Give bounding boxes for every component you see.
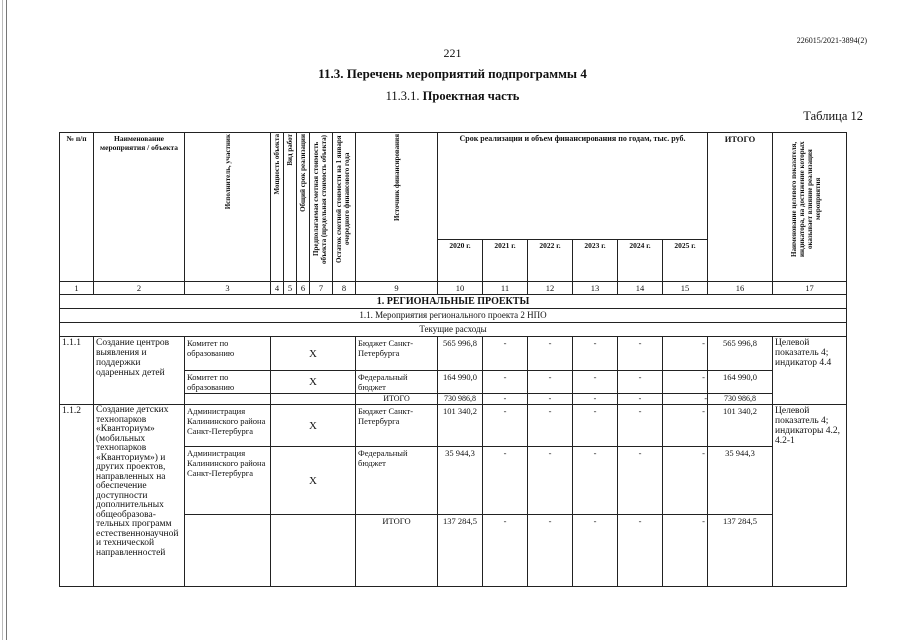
cell-total: 565 996,8 (708, 337, 773, 371)
col-number: 5 (284, 282, 297, 295)
header-year-2023: 2023 г. (573, 240, 618, 282)
column-numbers-row (60, 282, 847, 295)
row-source: Федеральный бюджет (356, 371, 438, 394)
cell-2022: - (528, 447, 573, 515)
row-source: Бюджет Санкт-Петербурга (356, 405, 438, 447)
cell-2020: 101 340,2 (438, 405, 483, 447)
row-number: 1.1.1 (60, 337, 94, 405)
page-subtitle (0, 89, 905, 104)
header-indicator: Наименование целевого показателя, индикатора, на достижение которых оказывает влияние реализация мероприятия (773, 133, 847, 282)
header-est-cost: Предполагаемая сметная стоимость объекта (предельная стоимость объекта) (310, 133, 333, 282)
header-year-2024: 2024 г. (618, 240, 663, 282)
col-number: 6 (297, 282, 310, 295)
header-years-title: Срок реализации и объем финансирования по годам, тыс. руб. (438, 133, 708, 240)
cell-2020: 35 944,3 (438, 447, 483, 515)
cell-2023: - (573, 337, 618, 371)
table-row (60, 337, 847, 371)
header-num: № п/п (60, 133, 94, 282)
header-year-2022: 2022 г. (528, 240, 573, 282)
header-year-2021: 2021 г. (483, 240, 528, 282)
cell-2025: - (663, 394, 708, 405)
col-number: 14 (618, 282, 663, 295)
table-label: Таблица 12 (803, 109, 863, 123)
subsection-title: 1.1. Мероприятия регионального проекта 2 НПО (60, 309, 847, 323)
cell-2025: - (663, 371, 708, 394)
cell-2021: - (483, 447, 528, 515)
cell-total: 730 986,8 (708, 394, 773, 405)
col-number: 1 (60, 282, 94, 295)
header-remaining: Остаток сметной стоимости на 1 января очередного финансового года (333, 133, 356, 282)
page-title: 11.3. Перечень мероприятий подпрограммы 4 (318, 66, 587, 81)
header-total: ИТОГО (708, 133, 773, 282)
header-executor: Исполнитель, участник (185, 133, 271, 282)
cell-2021: - (483, 515, 528, 587)
header-period: Общий срок реализации (297, 133, 310, 282)
section-title: 1. РЕГИОНАЛЬНЫЕ ПРОЕКТЫ (60, 295, 847, 309)
cell-2022: - (528, 405, 573, 447)
col-number: 17 (773, 282, 847, 295)
cell-2021: - (483, 394, 528, 405)
header-work-type: Вид работ (284, 133, 297, 282)
subtitle-prefix: 11.3.1. (385, 89, 420, 103)
cell-2022: - (528, 515, 573, 587)
row-source: Бюджет Санкт-Петербурга (356, 337, 438, 371)
col-number: 9 (356, 282, 438, 295)
row-x-mark: Х (271, 337, 356, 371)
cell-2023: - (573, 371, 618, 394)
cell-2022: - (528, 371, 573, 394)
cell-2024: - (618, 371, 663, 394)
cell-total: 164 990,0 (708, 371, 773, 394)
row-executor: Комитет по образованию (185, 337, 271, 371)
header-source: Источник финансирования (356, 133, 438, 282)
cell-2024: - (618, 515, 663, 587)
cell-2020: 565 996,8 (438, 337, 483, 371)
header-year-2020: 2020 г. (438, 240, 483, 282)
row-indicator: Целевой показатель 4; индикаторы 4.2, 4.2-1 (773, 405, 847, 587)
cell-total: 35 944,3 (708, 447, 773, 515)
col-number: 8 (333, 282, 356, 295)
col-number: 4 (271, 282, 284, 295)
col-number: 2 (94, 282, 185, 295)
row-total-label: ИТОГО (356, 515, 438, 587)
document-number: 226015/2021-3894(2) (796, 36, 867, 45)
row-number: 1.1.2 (60, 405, 94, 587)
col-number: 10 (438, 282, 483, 295)
col-number: 7 (310, 282, 333, 295)
row-x-mark: Х (271, 447, 356, 515)
cell-2024: - (618, 337, 663, 371)
row-source: Федеральный бюджет (356, 447, 438, 515)
subtitle-bold: Проектная часть (422, 89, 520, 103)
cell-2022: - (528, 394, 573, 405)
cell-2021: - (483, 371, 528, 394)
header-year-2025: 2025 г. (663, 240, 708, 282)
cell-2022: - (528, 337, 573, 371)
cell-2023: - (573, 394, 618, 405)
row-indicator: Целевой показатель 4; индикатор 4.4 (773, 337, 847, 405)
cell-2023: - (573, 515, 618, 587)
cell-2025: - (663, 405, 708, 447)
cell-2023: - (573, 447, 618, 515)
row-name: Создание центров выявления и поддержки одаренных детей (94, 337, 185, 405)
cell-2020: 137 284,5 (438, 515, 483, 587)
row-x-mark: Х (271, 371, 356, 394)
page-number: 221 (443, 46, 462, 60)
cell-2025: - (663, 337, 708, 371)
row-x-mark: Х (271, 405, 356, 447)
cell-2023: - (573, 405, 618, 447)
header-capacity: Мощность объекта (271, 133, 284, 282)
row-name: Создание детских технопарков «Кванториум» (мобильных технопарков «Кванториум») и других проектов, направленных на обеспечение доступности дополнительных общеобразова-тельных программ естественнонаучной и технической направленностей (94, 405, 185, 587)
col-number: 13 (573, 282, 618, 295)
measures-table (59, 132, 847, 587)
cell-2025: - (663, 447, 708, 515)
col-number: 11 (483, 282, 528, 295)
cell-total: 101 340,2 (708, 405, 773, 447)
cell-2021: - (483, 405, 528, 447)
row-executor: Комитет по образованию (185, 371, 271, 394)
header-name: Наименование мероприятия / объекта (94, 133, 185, 282)
cell-2021: - (483, 337, 528, 371)
col-number: 3 (185, 282, 271, 295)
cell-2024: - (618, 405, 663, 447)
row-executor: Администрация Калининского района Санкт-Петербурга (185, 447, 271, 515)
row-total-label: ИТОГО (356, 394, 438, 405)
cell-2024: - (618, 394, 663, 405)
row-executor: Администрация Калининского района Санкт-Петербурга (185, 405, 271, 447)
cell-2025: - (663, 515, 708, 587)
cell-total: 137 284,5 (708, 515, 773, 587)
cell-2024: - (618, 447, 663, 515)
cell-2020: 164 990,0 (438, 371, 483, 394)
col-number: 12 (528, 282, 573, 295)
col-number: 15 (663, 282, 708, 295)
cell-2020: 730 986,8 (438, 394, 483, 405)
col-number: 16 (708, 282, 773, 295)
table-row (60, 405, 847, 447)
current-expenses-label: Текущие расходы (60, 323, 847, 337)
